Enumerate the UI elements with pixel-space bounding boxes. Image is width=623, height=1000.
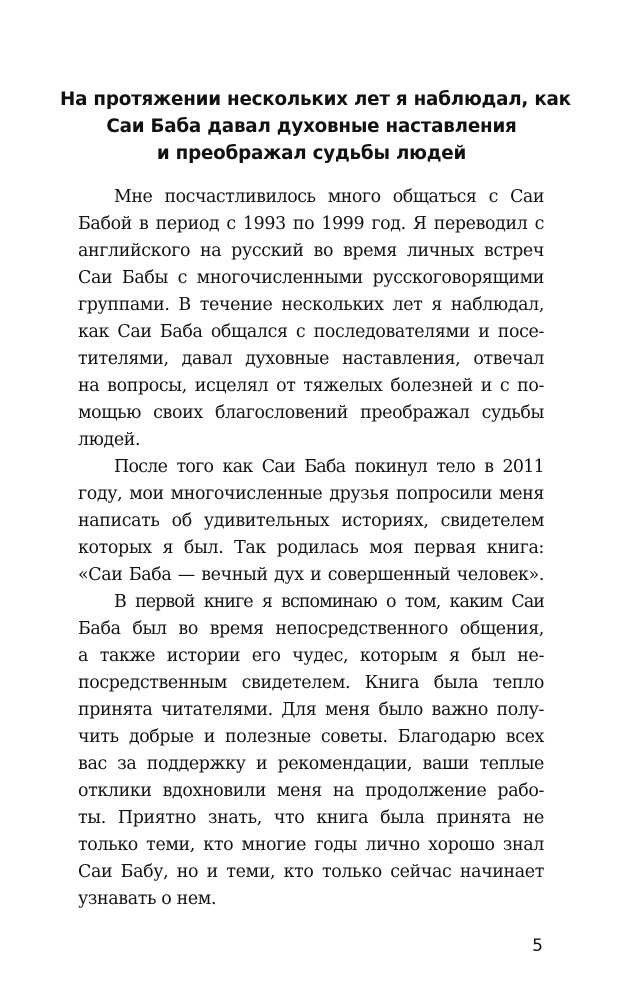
text-line: Бабой в период с 1993 по 1999 год. Я переводил с <box>78 214 544 234</box>
text-line: В первой книге я вспоминаю о том, каким Саи <box>114 592 544 612</box>
text-line: английского на русский во время личных встреч <box>78 241 544 261</box>
text-line: как Саи Баба общался с последователями и посе- <box>78 322 544 342</box>
text-line: Саи Бабу, но и теми, кто только сейчас начинает <box>78 862 544 882</box>
text-line: Мне посчастливилось много общаться с Саи <box>114 187 544 207</box>
text-line: тителями, давал духовные наставления, отвечал <box>78 349 544 369</box>
text-line: на вопросы, исцелял от тяжелых болезней и с по- <box>78 376 544 396</box>
body-text <box>78 184 544 913</box>
text-line: принята читателями. Для меня было важно полу- <box>78 700 544 720</box>
text-line: людей. <box>78 430 141 450</box>
text-line: вас за поддержку и рекомендации, ваши теплые <box>78 754 544 774</box>
page-number: 5 <box>532 936 543 956</box>
text-line: Баба был во время непосредственного общения, <box>78 619 544 639</box>
text-line: Саи Бабы с многочисленными русскоговорящими <box>78 268 544 288</box>
heading-line: На протяжении нескольких лет я наблюдал, как <box>60 89 571 110</box>
text-line: только теми, кто многие годы лично хорошо знал <box>78 835 544 855</box>
text-line: После того как Саи Баба покинул тело в 2011 <box>114 457 544 477</box>
text-line: чить добрые и полезные советы. Благодарю всех <box>78 727 544 747</box>
chapter-heading <box>60 86 571 167</box>
text-line: а также истории его чудес, которым я был не- <box>78 646 544 666</box>
paragraph <box>78 454 544 589</box>
heading-line: Саи Баба давал духовные наставления <box>106 116 517 137</box>
paragraph <box>78 184 544 454</box>
text-line: «Саи Баба — вечный дух и совершенный человек». <box>78 565 544 585</box>
text-line: посредственным свидетелем. Книга была тепло <box>78 673 544 693</box>
heading-line: и преображал судьбы людей <box>156 143 467 164</box>
text-line: году, мои многочисленные друзья попросили меня <box>78 484 544 504</box>
text-line: которых я был. Так родилась моя первая книга: <box>78 538 544 558</box>
text-line: мощью своих благословений преображал судьбы <box>78 403 544 423</box>
text-line: узнавать о нем. <box>78 889 217 909</box>
text-line: группами. В течение нескольких лет я наблюдал, <box>78 295 544 315</box>
paragraph <box>78 589 544 913</box>
text-line: написать об удивительных историях, свидетелем <box>78 511 544 531</box>
text-line: отклики вдохновили меня на продолжение рабо- <box>78 781 544 801</box>
text-line: ты. Приятно знать, что книга была принята не <box>78 808 544 828</box>
